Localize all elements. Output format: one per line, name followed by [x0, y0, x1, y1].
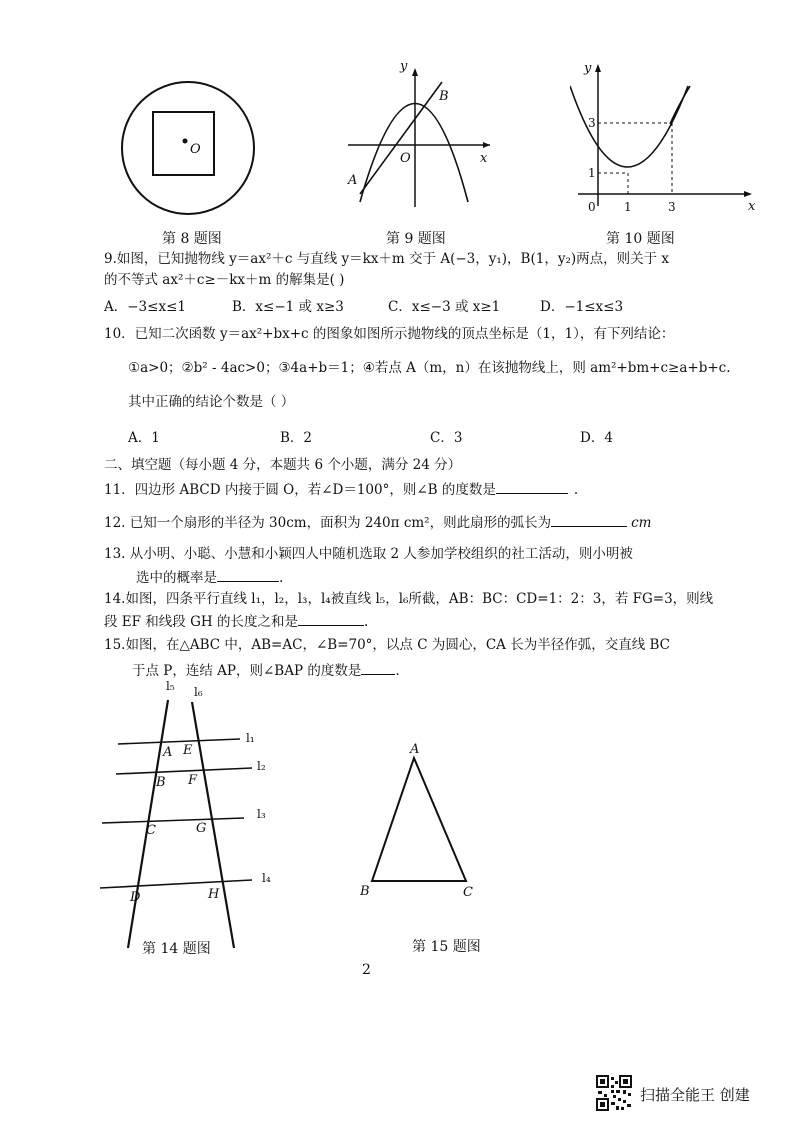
fig14-label-l2: l₂ [257, 759, 266, 773]
caption-fig8: 第 8 题图 [162, 231, 222, 247]
fig14-label-f: F [188, 773, 198, 788]
q9-line2: 的不等式 ax²＋c≥－kx＋m 的解集是( ) [104, 272, 345, 288]
q10-line2: ①a>0；②b² - 4ac>0；③4a+b＝1；④若点 A（m，n）在该抛物线上，则 am²+bm+c≥a+b+c. [128, 360, 731, 376]
fig14-label-c: C [146, 823, 156, 838]
q9-option-a: A．−3≤x≤1 [104, 299, 186, 315]
fig9-parabola [360, 104, 468, 203]
q15-line2 [132, 660, 400, 680]
fig10-label-y1: 1 [588, 166, 596, 180]
fig14-label-l1: l₁ [246, 731, 255, 745]
figure-10 [570, 56, 760, 216]
fig15-label-a: A [410, 742, 420, 757]
fig10-label-y3: 3 [588, 116, 596, 130]
caption-fig15: 第 15 题图 [412, 939, 481, 955]
fig14-l3 [102, 818, 244, 823]
q14-blank [298, 611, 364, 626]
fig10-label-origin: 0 [588, 200, 596, 214]
fig14-l4 [100, 880, 252, 888]
q10-option-c: C．3 [430, 430, 463, 446]
fig14-label-e: E [183, 743, 193, 758]
q10-option-b: B．2 [280, 430, 313, 446]
figure-8 [118, 78, 258, 218]
q9-line1: 9.如图，已知抛物线 y＝ax²＋c 与直线 y＝kx＋m 交于 A(−3，y₁)，B(1，y₂)两点，则关于 x [104, 251, 670, 267]
footer-brand: 扫描全能王 创建 [640, 1086, 750, 1104]
q11-blank [496, 479, 568, 494]
fig14-l2 [116, 768, 252, 774]
q11-tail: . [573, 482, 579, 498]
q15-tail: . [395, 663, 400, 679]
q14-tail: . [363, 614, 369, 630]
fig10-label-x3: 3 [668, 200, 676, 214]
caption-fig10: 第 10 题图 [606, 231, 675, 247]
q15-blank [361, 660, 395, 675]
fig10-parabola-ext [670, 86, 690, 124]
q13-blank [217, 567, 279, 582]
fig15-label-b: B [360, 884, 370, 899]
fig14-label-l6: l₆ [194, 685, 203, 699]
q14-text: 段 EF 和线段 GH 的长度之和是 [104, 614, 298, 630]
q10-line3: 其中正确的结论个数是（ ） [128, 394, 295, 410]
fig8-circle [122, 82, 254, 214]
fig14-label-l5: l₅ [166, 680, 175, 693]
q13-tail: . [279, 570, 284, 586]
fig14-label-b: B [156, 775, 166, 790]
fig14-label-g: G [196, 821, 207, 836]
page-number: 2 [362, 962, 371, 978]
fig9-label-o: O [400, 151, 411, 166]
q11 [104, 479, 578, 499]
q13-line1: 13. 从小明、小聪、小慧和小颖四人中随机选取 2 人参加学校组织的社工活动，则小明被 [104, 546, 633, 562]
fig15-triangle [372, 758, 466, 881]
fig14-label-l3: l₃ [257, 807, 266, 821]
section2-title: 二、填空题（每小题 4 分，本题共 6 个小题，满分 24 分） [104, 457, 462, 473]
q9-option-b: B．x≤−1 或 x≥3 [232, 299, 344, 315]
figure-14 [90, 680, 290, 950]
caption-fig9: 第 9 题图 [386, 231, 446, 247]
q14-line2 [104, 611, 368, 631]
fig14-label-l4: l₄ [262, 871, 271, 885]
q12-text: 12. 已知一个扇形的半径为 30cm，面积为 240π cm²，则此扇形的弧长为 [104, 515, 552, 531]
figure-15 [350, 738, 490, 908]
fig10-label-x1: 1 [624, 200, 632, 214]
fig14-label-d: D [130, 890, 141, 905]
q12-unit: cm [631, 515, 652, 531]
q9-option-d: D．−1≤x≤3 [540, 299, 624, 315]
q13-line2 [136, 567, 283, 587]
fig9-label-a: A [348, 173, 358, 188]
q15-line1: 15.如图，在△ABC 中，AB=AC，∠B=70°，以点 C 为圆心，CA 长为半径作弧，交直线 BC [104, 637, 670, 653]
q14-line1: 14.如图，四条平行直线 l₁，l₂，l₃，l₄被直线 l₅，l₆所截，AB：BC：CD=1：2：3，若 FG=3，则线 [104, 591, 714, 607]
fig9-label-x: x [480, 151, 488, 166]
q13-text: 选中的概率是 [136, 570, 217, 586]
fig8-center-dot [183, 139, 188, 144]
fig8-square [153, 112, 214, 175]
qr-code-icon [596, 1075, 632, 1111]
fig14-label-h: H [208, 887, 220, 902]
fig8-label-o: O [190, 142, 201, 157]
q15-text: 于点 P，连结 AP，则∠BAP 的度数是 [132, 663, 362, 679]
fig14-l1 [118, 739, 240, 744]
fig10-label-y: y [584, 61, 592, 76]
figure-9 [340, 62, 500, 212]
fig14-label-a: A [163, 745, 173, 760]
fig10-label-x: x [748, 199, 756, 214]
fig15-label-c: C [463, 885, 473, 900]
fig9-label-y: y [400, 62, 408, 74]
q10-option-d: D．4 [580, 430, 613, 446]
q9-option-c: C．x≤−3 或 x≥1 [388, 299, 501, 315]
caption-fig14: 第 14 题图 [142, 941, 211, 957]
q10-line1: 10．已知二次函数 y＝ax²+bx+c 的图象如图所示抛物线的顶点坐标是（1，1），有下列结论： [104, 326, 675, 342]
q12-blank [551, 512, 627, 527]
fig9-label-b: B [439, 89, 449, 104]
fig9-line [360, 82, 442, 194]
q11-text: 11．四边形 ABCD 内接于圆 O，若∠D＝100°，则∠B 的度数是 [104, 482, 496, 498]
q12 [104, 512, 651, 532]
q10-option-a: A．1 [128, 430, 160, 446]
